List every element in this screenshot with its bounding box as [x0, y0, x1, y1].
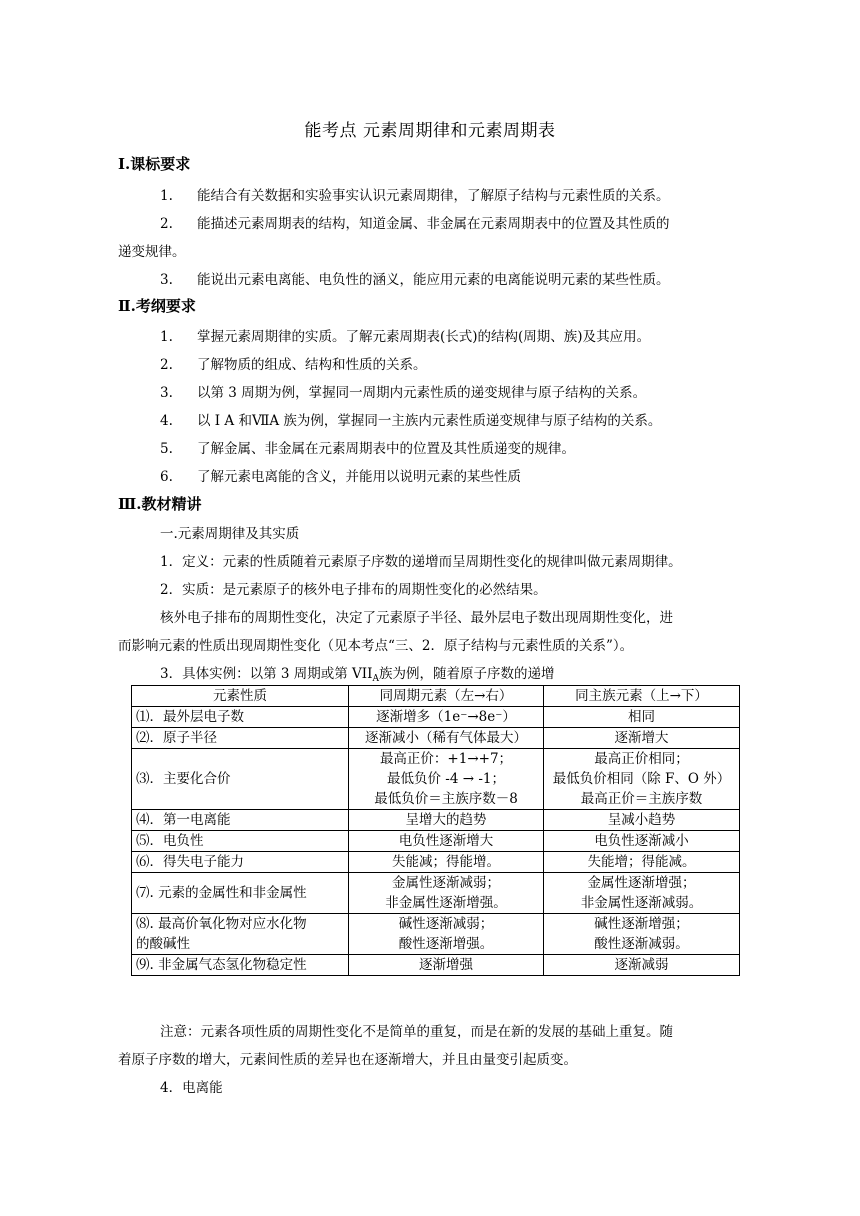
list-item-number: 1. [160, 329, 173, 345]
note-paragraph-line-2: 着原子序数的增大，元素间性质的差异也在逐渐增大，并且由量变引起质变。 [118, 1052, 577, 1068]
cell-line: 最高正价相同； [594, 751, 689, 767]
table-row [132, 749, 740, 810]
list-item-text: 能说出元素电离能、电负性的涵义，能应用元素的电离能说明元素的某些性质。 [197, 272, 670, 288]
table-row [132, 873, 740, 914]
table-cell-period: 电负性逐渐增大 [349, 831, 544, 852]
table-cell-group: 逐渐减弱 [544, 955, 740, 976]
table-cell-group: 逐渐增大 [544, 728, 740, 749]
explanation-paragraph-line-2: 而影响元素的性质出现周期性变化（见本考点“三、2．原子结构与元素性质的关系”）。 [118, 638, 634, 654]
list-item-number: 5. [160, 441, 173, 457]
cell-line: 最低负价 -4 → -1； [387, 771, 505, 787]
table-cell-group [544, 749, 740, 810]
example-intro-text-end: 族为例，随着原子序数的递增 [378, 666, 555, 682]
cell-line: ⑻. 最高价氧化物对应水化物 [136, 916, 307, 932]
list-item-number: 6. [160, 469, 173, 485]
table-cell-period: 呈增大的趋势 [349, 810, 544, 831]
list-item [160, 353, 427, 373]
list-item-text: 了解物质的组成、结构和性质的关系。 [197, 357, 427, 373]
table-cell-period [349, 914, 544, 955]
table-cell-property: ⑸．电负性 [132, 831, 349, 852]
list-item-number: 2. [160, 216, 173, 232]
list-item-text: 以第 3 周期为例，掌握同一周期内元素性质的递变规律与原子结构的关系。 [197, 385, 647, 401]
section-heading-curriculum: I.课标要求 [118, 155, 191, 173]
table-cell-period: 逐渐增多（1e⁻→8e⁻） [349, 707, 544, 728]
cell-line: 碱性逐渐增强； [594, 916, 689, 932]
table-cell-period [349, 749, 544, 810]
list-item-text: 以 I A 和ⅦA 族为例，掌握同一主族内元素性质递变规律与原子结构的关系。 [197, 413, 662, 429]
list-item [160, 184, 670, 204]
definition-paragraph: 1．定义：元素的性质随着元素原子序数的递增而呈周期性变化的规律叫做元素周期律。 [160, 554, 682, 570]
table-row [132, 728, 740, 749]
list-item-number: 4. [160, 413, 173, 429]
list-item-text: 能结合有关数据和实验事实认识元素周期律，了解原子结构与元素性质的关系。 [197, 188, 670, 204]
table-cell-group: 失能增；得能减。 [544, 852, 740, 873]
cell-line: 非金属性逐渐减弱。 [580, 895, 703, 911]
table-row [132, 810, 740, 831]
list-item-number: 1. [160, 188, 173, 204]
table-cell-period: 失能减；得能增。 [349, 852, 544, 873]
table-header-cell: 同主族元素（上→下） [544, 686, 740, 707]
list-item [160, 465, 521, 485]
table-row [132, 852, 740, 873]
periodic-properties-table [131, 685, 740, 976]
table-row [132, 707, 740, 728]
section-heading-textbook: Ⅲ.教材精讲 [118, 495, 202, 513]
list-item-continuation: 递变规律。 [118, 244, 186, 260]
table-cell-property: ⑺. 元素的金属性和非金属性 [132, 873, 349, 914]
table-cell-period [349, 873, 544, 914]
section-heading-syllabus: Ⅱ.考纲要求 [118, 297, 196, 315]
table-header-row [132, 686, 740, 707]
list-item-number: 2. [160, 357, 173, 373]
explanation-paragraph-line-1: 核外电子排布的周期性变化，决定了元素原子半径、最外层电子数出现周期性变化，进 [160, 610, 673, 626]
table-cell-group: 呈减小趋势 [544, 810, 740, 831]
cell-line: 金属性逐渐增强； [587, 875, 696, 891]
table-cell-property: ⑴．最外层电子数 [132, 707, 349, 728]
list-item-number: 3. [160, 385, 173, 401]
table-header-cell: 元素性质 [132, 686, 349, 707]
table-row [132, 914, 740, 955]
list-item [160, 212, 670, 232]
subsection-heading: 一.元素周期律及其实质 [160, 526, 300, 542]
cell-line: 酸性逐渐减弱。 [594, 936, 689, 952]
cell-line: 最低负价相同（除 F、O 外） [552, 771, 731, 787]
list-item-text: 了解元素电离能的含义，并能用以说明元素的某些性质 [197, 469, 521, 485]
cell-line: 最低负价＝主族序数－8 [374, 791, 518, 807]
ionization-energy-heading: 4．电离能 [160, 1080, 223, 1096]
list-item [160, 437, 575, 457]
table-cell-property [132, 914, 349, 955]
table-row [132, 955, 740, 976]
table-cell-group: 相同 [544, 707, 740, 728]
list-item-text: 能描述元素周期表的结构，知道金属、非金属在元素周期表中的位置及其性质的 [197, 216, 670, 232]
list-item-text: 了解金属、非金属在元素周期表中的位置及其性质递变的规律。 [197, 441, 575, 457]
table-cell-period: 逐渐增强 [349, 955, 544, 976]
list-item [160, 381, 646, 401]
table-header-cell: 同周期元素（左→右） [349, 686, 544, 707]
table-cell-group: 电负性逐渐减小 [544, 831, 740, 852]
cell-line: 的酸碱性 [136, 936, 190, 952]
example-intro [160, 662, 554, 684]
page-title: 能考点 元素周期律和元素周期表 [304, 121, 556, 141]
table-cell-group [544, 914, 740, 955]
table-cell-property: ⑹．得失电子能力 [132, 852, 349, 873]
list-item [160, 325, 650, 345]
table-cell-period: 逐渐减小（稀有气体最大） [349, 728, 544, 749]
cell-line: 酸性逐渐增强。 [398, 936, 494, 952]
list-item-text: 掌握元素周期律的实质。了解元素周期表(长式)的结构(周期、族)及其应用。 [197, 329, 651, 345]
cell-line: 碱性逐渐减弱； [398, 916, 494, 932]
note-paragraph-line-1: 注意：元素各项性质的周期性变化不是简单的重复，而是在新的发展的基础上重复。随 [160, 1024, 673, 1040]
list-item-number: 3. [160, 272, 173, 288]
cell-line: 非金属性逐渐增强。 [385, 895, 507, 911]
table-cell-property: ⑶．主要化合价 [132, 749, 349, 810]
table-row [132, 831, 740, 852]
example-intro-subscript: A [372, 674, 379, 684]
table-cell-group [544, 873, 740, 914]
list-item [160, 268, 670, 288]
list-item [160, 409, 661, 429]
essence-paragraph: 2．实质：是元素原子的核外电子排布的周期性变化的必然结果。 [160, 582, 547, 598]
cell-line: 金属性逐渐减弱； [392, 875, 500, 891]
cell-line: 最高正价：+1→+7； [379, 751, 513, 767]
cell-line: 最高正价＝主族序数 [580, 791, 703, 807]
example-intro-text: 3．具体实例：以第 3 周期或第 VII [160, 666, 373, 682]
table-cell-property: ⑷．第一电离能 [132, 810, 349, 831]
table-cell-property: ⑼. 非金属气态氢化物稳定性 [132, 955, 349, 976]
table-cell-property: ⑵．原子半径 [132, 728, 349, 749]
